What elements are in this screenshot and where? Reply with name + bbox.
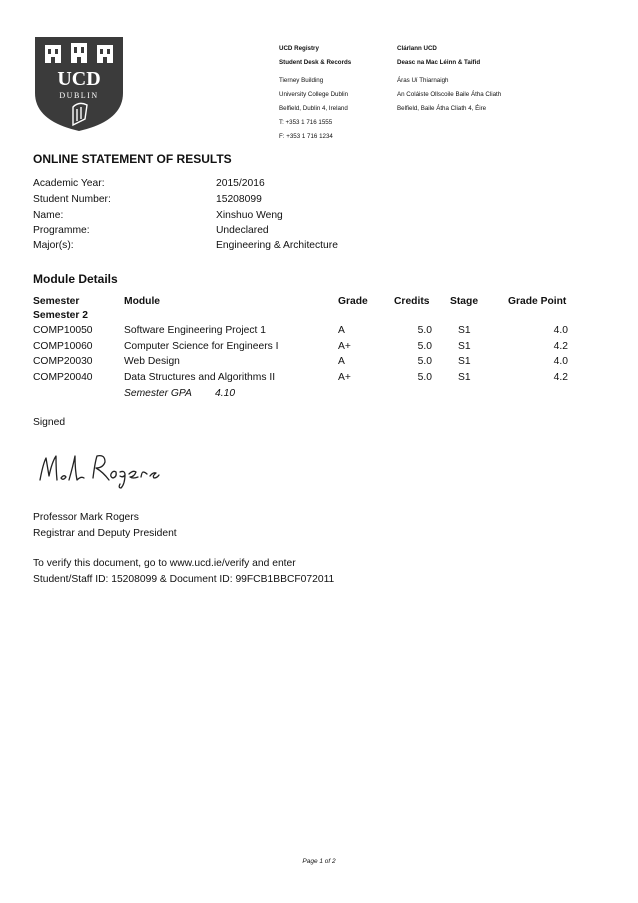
row-grade-point: 4.2 <box>553 372 568 383</box>
majors-value: Engineering & Architecture <box>216 240 338 251</box>
phone-line: T: +353 1 716 1555 <box>279 119 333 126</box>
name-row <box>33 210 283 221</box>
row-stage: S1 <box>458 341 471 352</box>
module-details-title: Module Details <box>33 272 118 286</box>
semester-gpa-label: Semester GPA <box>124 388 192 399</box>
header-col2 <box>397 45 501 113</box>
row-stage: S1 <box>458 356 471 367</box>
semester-label: Semester 2 <box>33 310 88 321</box>
row-credits: 5.0 <box>417 341 432 352</box>
student-number-row <box>33 194 262 205</box>
page-number: Page 1 of 2 <box>302 858 336 865</box>
header-grade-point: Grade Point <box>508 296 567 307</box>
header-col1 <box>279 45 351 141</box>
row-grade: A <box>338 356 345 367</box>
clarlann-title: Clárlann UCD <box>397 45 437 52</box>
verify-ids: Student/Staff ID: 15208099 & Document ID: 99FCB1BBCF072011 <box>33 574 335 585</box>
logo-text-bottom: DUBLIN <box>59 91 99 100</box>
document-title: ONLINE STATEMENT OF RESULTS <box>33 152 232 166</box>
majors-label: Major(s): <box>33 240 74 251</box>
majors-row <box>33 240 338 251</box>
row-grade-point: 4.0 <box>553 356 568 367</box>
programme-row <box>33 225 269 236</box>
registry-subtitle: Student Desk & Records <box>279 59 352 66</box>
row-grade-point: 4.2 <box>553 341 568 352</box>
name-value: Xinshuo Weng <box>216 210 283 221</box>
row-credits: 5.0 <box>417 356 432 367</box>
programme-value: Undeclared <box>216 225 269 236</box>
address-line-ga: Áras Uí Thiarnaigh <box>397 77 449 84</box>
fax-line: F: +353 1 716 1234 <box>279 133 333 140</box>
row-grade: A+ <box>338 341 351 352</box>
header-stage: Stage <box>450 296 479 307</box>
address-line: Belfield, Dublin 4, Ireland <box>279 105 348 112</box>
row-stage: S1 <box>458 372 471 383</box>
registry-title: UCD Registry <box>279 45 319 52</box>
semester-gpa-value: 4.10 <box>215 388 236 399</box>
address-line-ga: An Coláiste Ollscoile Baile Átha Cliath <box>397 91 502 98</box>
academic-year-value: 2015/2016 <box>216 178 265 189</box>
row-module: Web Design <box>124 356 180 367</box>
signed-label: Signed <box>33 417 66 428</box>
logo-text-top: UCD <box>57 68 101 90</box>
row-code: COMP10060 <box>33 341 93 352</box>
address-line: University College Dublin <box>279 91 349 98</box>
row-module: Data Structures and Algorithms II <box>124 372 276 383</box>
row-code: COMP20030 <box>33 356 93 367</box>
header-semester: Semester <box>33 296 80 307</box>
row-module: Software Engineering Project 1 <box>124 325 266 336</box>
signature-image <box>37 450 162 490</box>
ucd-logo <box>33 35 125 133</box>
clarlann-subtitle: Deasc na Mac Léinn & Taifid <box>397 59 481 66</box>
row-grade: A <box>338 325 345 336</box>
header-module: Module <box>124 296 161 307</box>
row-code: COMP20040 <box>33 372 93 383</box>
header-grade: Grade <box>338 296 368 307</box>
address-line: Tierney Building <box>279 77 324 84</box>
student-number-value: 15208099 <box>216 194 262 205</box>
student-number-label: Student Number: <box>33 194 111 205</box>
row-grade: A+ <box>338 372 351 383</box>
row-module: Computer Science for Engineers I <box>124 341 279 352</box>
academic-year-label: Academic Year: <box>33 178 105 189</box>
signatory-title: Registrar and Deputy President <box>33 528 177 539</box>
name-label: Name: <box>33 210 64 221</box>
address-line-ga: Belfield, Baile Átha Cliath 4, Éire <box>397 105 487 112</box>
row-grade-point: 4.0 <box>553 325 568 336</box>
signatory-name: Professor Mark Rogers <box>33 512 139 523</box>
row-stage: S1 <box>458 325 471 336</box>
row-credits: 5.0 <box>417 325 432 336</box>
verify-instruction: To verify this document, go to www.ucd.ie/verify and enter <box>33 558 296 569</box>
row-credits: 5.0 <box>417 372 432 383</box>
row-code: COMP10050 <box>33 325 93 336</box>
programme-label: Programme: <box>33 225 90 236</box>
academic-year-row <box>33 178 265 189</box>
header-credits: Credits <box>394 296 430 307</box>
